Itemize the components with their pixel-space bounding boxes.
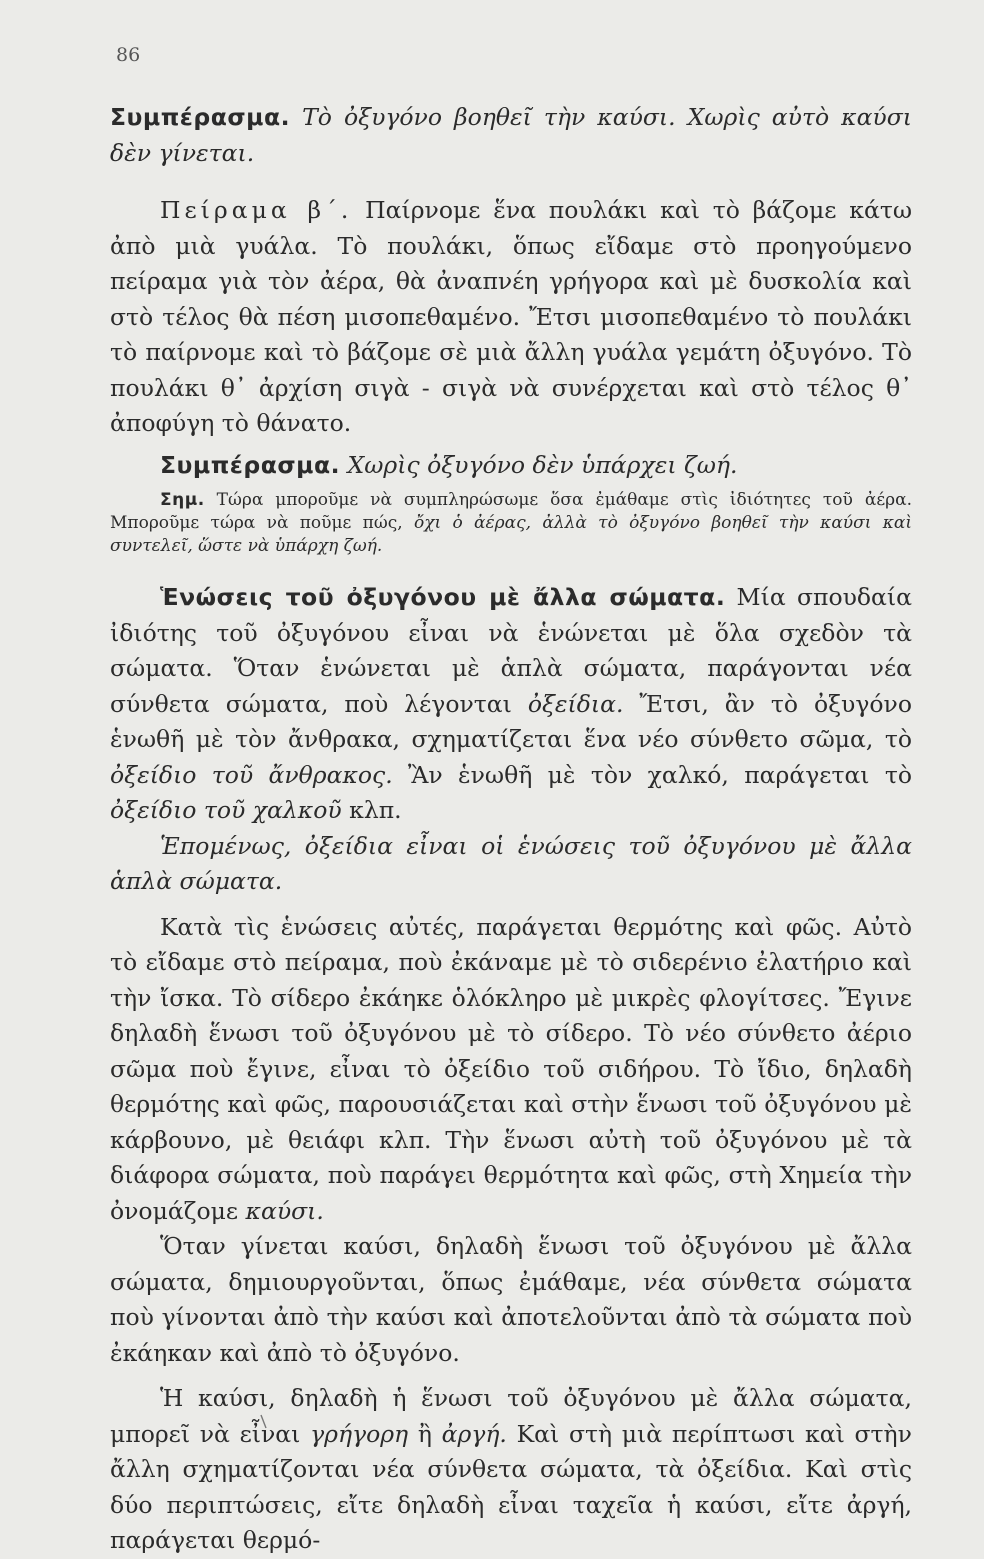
paragraph-oxide-summary: Ἑπομένως, ὀξείδια εἶναι οἱ ἑνώσεις τοῦ ὀξυγόνου μὲ ἄλλα ἁπλὰ σώματα.	[110, 831, 912, 895]
paragraph-heat-light	[110, 910, 912, 1230]
p6-italic: καύσι.	[245, 1196, 324, 1225]
paragraph-fast-slow-combustion	[110, 1381, 912, 1559]
paragraph-conclusion-1	[110, 100, 912, 171]
conclusion-label: Συμπέρασμα.	[110, 103, 291, 131]
p4-text-a: Μία σπουδαία ἰδιότης τοῦ ὀξυγόνου εἶναι νὰ ἑνώνεται μὲ ὅλα σχεδὸν τὰ σώματα. Ὅταν ἑνώνεται μὲ ἁπλὰ σώματα, παράγονται νέα σύνθετα σώματα, ποὺ λέγονται	[110, 583, 912, 718]
conclusion-label-2: Συμπέρασμα.	[160, 450, 341, 479]
p8-italic-1: γρήγορη	[310, 1419, 409, 1448]
p4-italic-1: ὀξείδια.	[527, 689, 624, 718]
p4-text-c: Ἂν ἑνωθῆ μὲ τὸν χαλκό, παράγεται τὸ	[408, 760, 912, 789]
section-title: Ἑνώσεις τοῦ ὀξυγόνου μὲ ἄλλα σώματα.	[160, 583, 726, 611]
conclusion-text-2: Χωρὶς ὀξυγόνο δὲν ὑπάρχει ζωή.	[347, 450, 738, 479]
p6-text: Κατὰ τὶς ἑνώσεις αὐτές, παράγεται θερμότης καὶ φῶς. Αὐτὸ τὸ εἴδαμε στὸ πείραμα, ποὺ ἐκάναμε μὲ τὸ σιδερένιο ἐλατήριο καὶ τὴν ἴσκα. Τὸ σίδερο ἐκάηκε ὁλόκληρο μὲ μικρὲς φλογίτσες. Ἔγινε δηλαδὴ ἕνωσι τοῦ ὀξυγόνου μὲ τὸ σίδερο. Τὸ νέο σύνθετο ἀέριο σῶμα ποὺ ἔγινε, εἶναι τὸ ὀξείδιο τοῦ σιδήρου. Τὸ ἴδιο, δηλαδὴ θερμότης καὶ φῶς, παρουσιάζεται καὶ στὴν ἕνωσι τοῦ ὀξυγόνου μὲ κάρβουνο, μὲ θειάφι κλπ. Τὴν ἕνωσι αὐτὴ τοῦ ὀξυγόνου μὲ τὰ διάφορα σώματα, ποὺ παράγει θερμότητα καὶ φῶς, στὴ Χημεία τὴν ὀνομάζομε	[110, 912, 912, 1225]
paragraph-oxide-definition	[110, 580, 912, 829]
p8-text-b: ἢ	[417, 1419, 432, 1448]
stray-mark	[260, 1414, 268, 1430]
p4-italic-3: ὀξείδιο τοῦ χαλκοῦ	[110, 796, 342, 824]
p4-text-b: Ἔτσι, ἂν τὸ ὀξυγόνο ἑνωθῆ μὲ τὸν ἄνθρακα, σχηματίζεται ἕνα νέο σύνθετο σῶμα, τὸ	[110, 689, 912, 753]
note-text-1: Τώρα μποροῦμε νὰ συμπληρώσωμε ὅσα ἐμάθαμε στὶς ἰδιότητες τοῦ ἀέρα. Μποροῦμε τώρα νὰ ποῦμε πώς,	[110, 490, 913, 533]
note-text-2: ὄχι ὁ ἀέρας, ἀλλὰ τὸ ὀξυγόνο βοηθεῖ τὴν καύσι καὶ συντελεῖ, ὥστε νὰ ὑπάρχη ζωή.	[110, 513, 913, 556]
note-paragraph	[110, 489, 912, 558]
p4-text-d: κλπ.	[349, 796, 402, 824]
p8-text-a: Ἡ καύσι, δηλαδὴ ἡ ἕνωσι τοῦ ὀξυγόνου μὲ ἄλλα σώματα, μπορεῖ νὰ εἶναι	[110, 1384, 912, 1448]
page-number: 86	[116, 44, 141, 66]
experiment-text: Παίρνομε ἕνα πουλάκι καὶ τὸ βάζομε κάτω ἀπὸ μιὰ γυάλα. Τὸ πουλάκι, ὅπως εἴδαμε στὸ προηγούμενο πείραμα γιὰ τὸν ἀέρα, θὰ ἀναπνέη γρήγορα καὶ μὲ δυσκολία καὶ στὸ τέλος θὰ πέση μισοπεθαμένο. Ἔτσι μισοπεθαμένο τὸ πουλάκι τὸ παίρνομε καὶ τὸ βάζομε σὲ μιὰ ἄλλη γυάλα γεμάτη ὀξυγόνο. Τὸ πουλάκι θ᾽ ἀρχίση σιγὰ - σιγὰ νὰ συνέρχεται καὶ στὸ τέλος θ᾽ ἀποφύγη τὸ θάνατο.	[110, 196, 912, 437]
p8-text-c: Καὶ στὴ μιὰ περίπτωσι καὶ στὴν ἄλλη σχηματίζονται νέα σύνθετα σώματα, τὰ ὀξείδια. Καὶ στὶς δύο περιπτώσεις, εἴτε δηλαδὴ εἶναι ταχεῖα ἡ καύσι, εἴτε ἀργή, παράγεται θερμό-	[110, 1419, 912, 1554]
p4-italic-2: ὀξείδιο τοῦ ἄνθρακος.	[110, 760, 393, 789]
paragraph-experiment-b	[110, 193, 912, 442]
paragraph-conclusion-2	[110, 448, 912, 484]
page-body	[110, 100, 912, 1559]
experiment-label: Πείραμα β΄.	[160, 196, 353, 224]
note-label: Σημ.	[160, 490, 205, 510]
conclusion-text: Τὸ ὀξυγόνο βοηθεῖ τὴν καύσι. Χωρὶς αὐτὸ καύσι δὲν γίνεται.	[110, 103, 912, 167]
paragraph-combustion-products: Ὅταν γίνεται καύσι, δηλαδὴ ἕνωσι τοῦ ὀξυγόνου μὲ ἄλλα σώματα, δημιουργοῦνται, ὅπως ἐμάθαμε, νέα σύνθετα σώματα ποὺ γίνονται ἀπὸ τὴν καύσι καὶ ἀποτελοῦνται ἀπὸ τὰ σώματα ποὺ ἐκάηκαν καὶ ἀπὸ τὸ ὀξυγόνο.	[110, 1232, 912, 1367]
p8-italic-2: ἀργή.	[441, 1419, 507, 1448]
